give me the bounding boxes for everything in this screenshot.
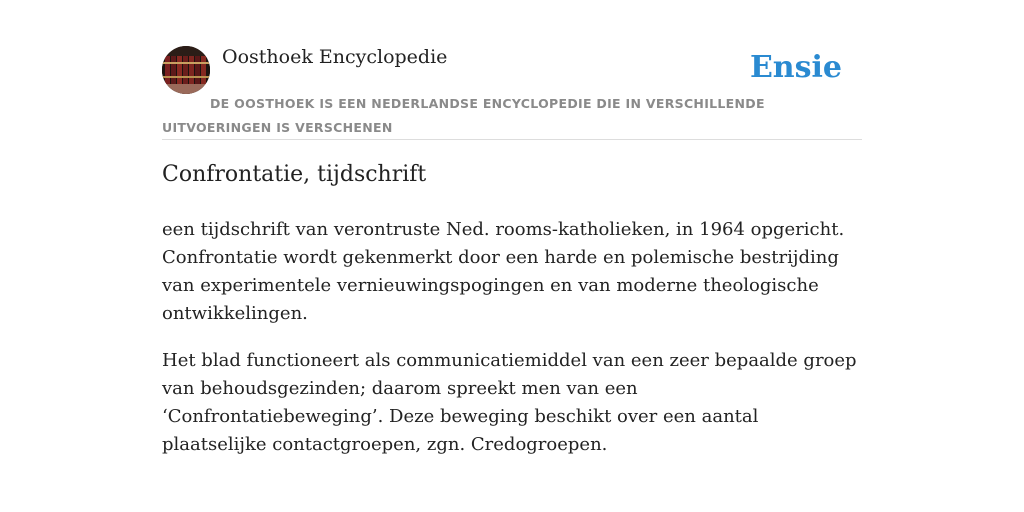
article-title: Confrontatie, tijdschrift [162, 162, 427, 187]
divider [162, 139, 862, 140]
source-avatar[interactable] [162, 46, 210, 94]
encyclopedia-books-icon [162, 46, 210, 94]
article-body [162, 216, 862, 478]
brand-logo[interactable]: Ensie [749, 50, 842, 85]
article-paragraph: een tijdschrift van verontruste Ned. rooms-katholieken, in 1964 opgericht. Confrontatie wordt gekenmerkt door een harde en polemische bestrijding van experimentele vernieuwingspogingen en van moderne theologische ontwikkelingen. [162, 219, 845, 324]
article-paragraph: Het blad functioneert als communicatiemiddel van een zeer bepaalde groep van behoudsgezinden; daarom spreekt men van een ‘Confrontatiebeweging’. Deze beweging beschikt over een aantal plaatselijke contactgroepen, zgn. Credogroepen. [162, 350, 857, 455]
source-description: DE OOSTHOEK IS EEN NEDERLANDSE ENCYCLOPEDIE DIE IN VERSCHILLENDE UITVOERINGEN IS VERSCHENEN [162, 96, 765, 135]
source-name[interactable]: Oosthoek Encyclopedie [222, 46, 448, 68]
